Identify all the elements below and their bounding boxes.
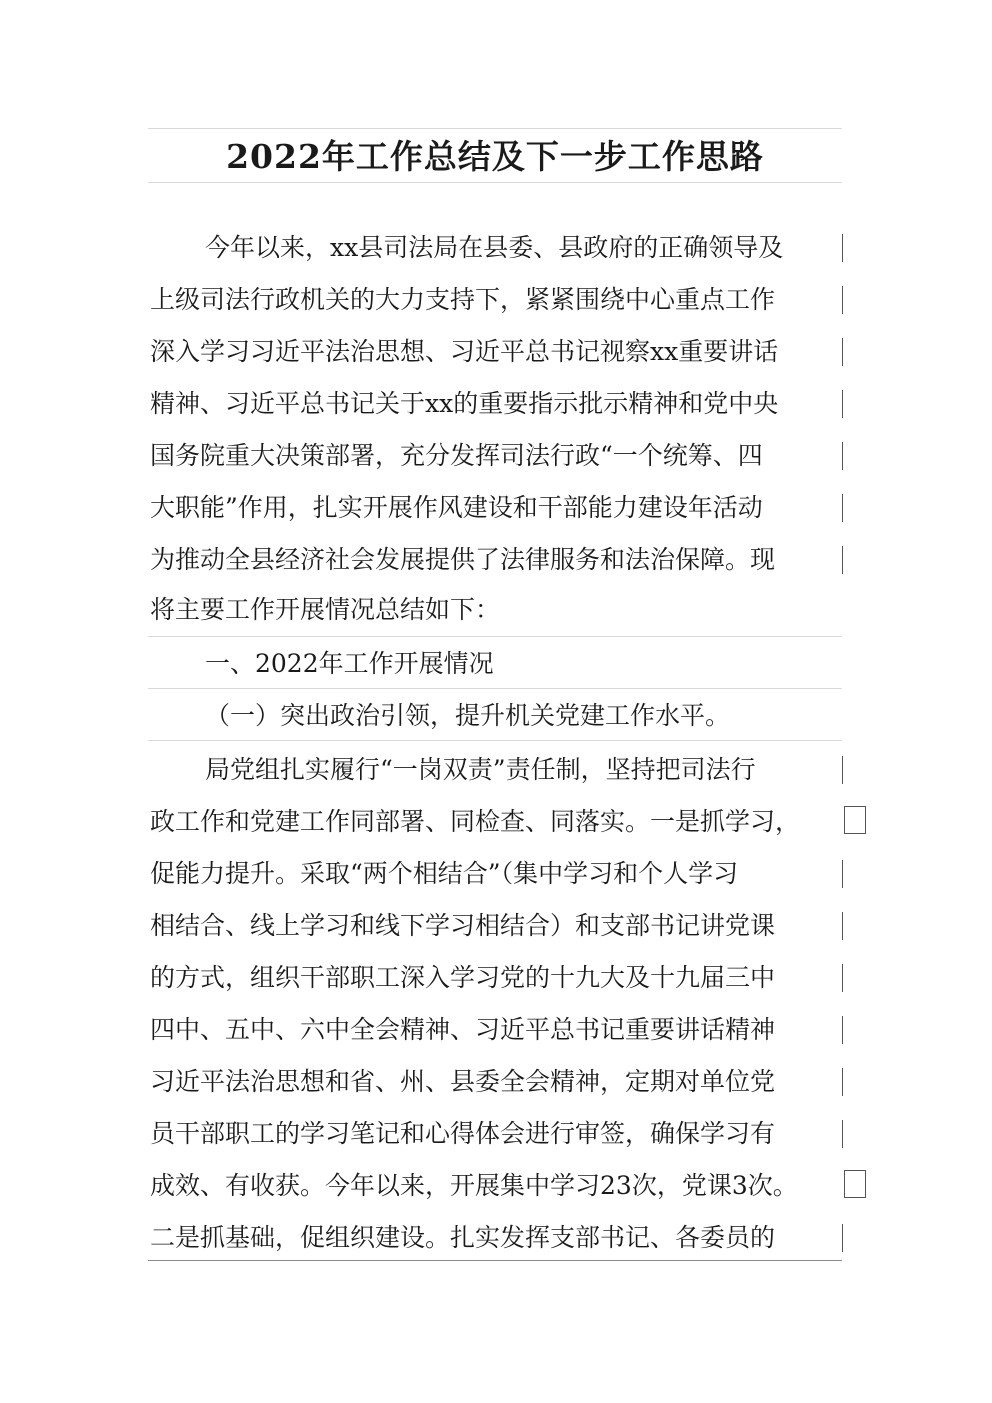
overflow-mark bbox=[842, 442, 843, 470]
paragraph-line: 员干部职工的学习笔记和心得体会进行审签，确保学习有 bbox=[150, 1119, 776, 1148]
paragraph-line: 成效、有收获。今年以来，开展集中学习23次，党课3次。 bbox=[150, 1171, 798, 1200]
overflow-mark bbox=[842, 494, 843, 522]
paragraph-line: 局党组扎实履行“一岗双责”责任制，坚持把司法行 bbox=[205, 755, 756, 784]
overflow-mark bbox=[842, 546, 843, 574]
title-bottom-rule bbox=[148, 182, 842, 183]
overflow-box-mark bbox=[844, 1170, 866, 1198]
subsection-heading: （一）突出政治引领，提升机关党建工作水平。 bbox=[205, 701, 731, 730]
title-top-rule bbox=[148, 128, 842, 129]
overflow-mark bbox=[842, 1016, 843, 1044]
paragraph-line: 今年以来，xx县司法局在县委、县政府的正确领导及 bbox=[205, 233, 784, 262]
overflow-box-mark bbox=[844, 806, 866, 834]
paragraph-line: 深入学习习近平法治思想、习近平总书记视察xx重要讲话 bbox=[150, 337, 779, 366]
paragraph-rule bbox=[148, 636, 842, 637]
overflow-mark bbox=[842, 912, 843, 940]
paragraph-line: 上级司法行政机关的大力支持下，紧紧围绕中心重点工作 bbox=[150, 285, 776, 314]
page-bottom-rule bbox=[148, 1260, 842, 1261]
paragraph-line: 为推动全县经济社会发展提供了法律服务和法治保障。现 bbox=[150, 545, 776, 574]
paragraph-line: 相结合、线上学习和线下学习相结合）和支部书记讲党课 bbox=[150, 911, 776, 940]
overflow-mark bbox=[842, 234, 843, 262]
overflow-mark bbox=[842, 756, 843, 784]
paragraph-line: 促能力提升。采取“两个相结合”（集中学习和个人学习 bbox=[150, 859, 739, 888]
paragraph-line: 习近平法治思想和省、州、县委全会精神，定期对单位党 bbox=[150, 1067, 776, 1096]
overflow-mark bbox=[842, 1120, 843, 1148]
paragraph-line: 政工作和党建工作同部署、同检查、同落实。一是抓学习， bbox=[150, 807, 801, 836]
overflow-mark bbox=[842, 860, 843, 888]
overflow-mark bbox=[842, 338, 843, 366]
overflow-mark bbox=[842, 1068, 843, 1096]
overflow-mark bbox=[842, 964, 843, 992]
overflow-mark bbox=[842, 1224, 843, 1252]
section-heading: 一、2022年工作开展情况 bbox=[205, 649, 494, 678]
overflow-mark bbox=[842, 286, 843, 314]
subsection-rule bbox=[148, 740, 842, 741]
paragraph-line: 二是抓基础，促组织建设。扎实发挥支部书记、各委员的 bbox=[150, 1223, 776, 1252]
paragraph-line: 精神、习近平总书记关于xx的重要指示批示精神和党中央 bbox=[150, 389, 779, 418]
paragraph-line: 国务院重大决策部署，充分发挥司法行政“一个统筹、四 bbox=[150, 441, 763, 470]
overflow-mark bbox=[842, 390, 843, 418]
paragraph-line: 将主要工作开展情况总结如下： bbox=[150, 595, 501, 624]
document-title: 2022年工作总结及下一步工作思路 bbox=[226, 137, 764, 176]
section-rule bbox=[148, 688, 842, 689]
paragraph-line: 的方式，组织干部职工深入学习党的十九大及十九届三中 bbox=[150, 963, 776, 992]
paragraph-line: 大职能”作用，扎实开展作风建设和干部能力建设年活动 bbox=[150, 493, 763, 522]
paragraph-line: 四中、五中、六中全会精神、习近平总书记重要讲话精神 bbox=[150, 1015, 776, 1044]
